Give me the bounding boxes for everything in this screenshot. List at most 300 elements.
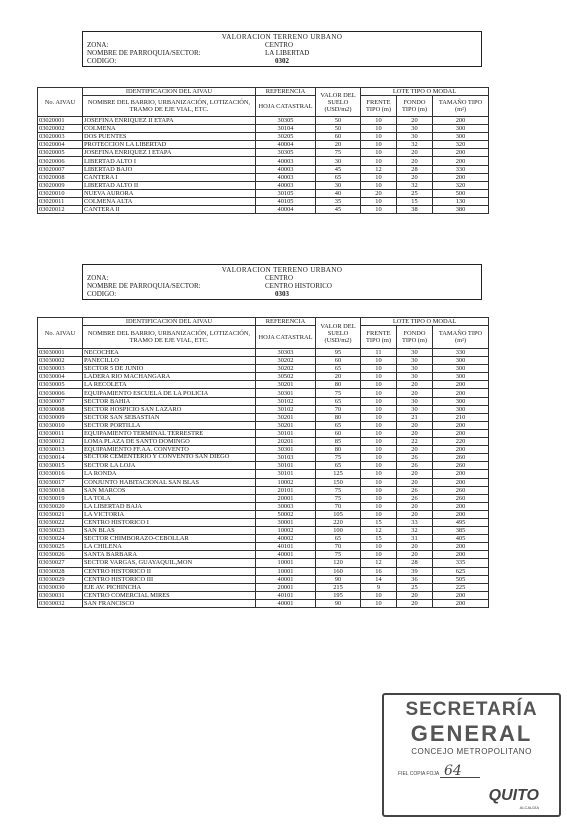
cell-fondo: 28 (397, 165, 433, 173)
table-row (38, 125, 489, 133)
cell-code: 03020011 (38, 197, 83, 205)
cell-frente: 10 (361, 470, 397, 478)
cell-fondo: 20 (397, 551, 433, 559)
cell-fondo: 20 (397, 478, 433, 486)
cell-frente: 10 (361, 381, 397, 389)
cell-name: SECTOR CHIMBORAZO-CEBOLLAR (83, 535, 256, 543)
cell-code: 03020008 (38, 173, 83, 181)
cell-fondo: 39 (397, 567, 433, 575)
cell-frente: 10 (361, 478, 397, 486)
cell-valor: 160 (316, 567, 361, 575)
cell-frente: 10 (361, 206, 397, 214)
cell-ref: 30205 (256, 133, 316, 141)
cell-name: LA RECOLETA (83, 381, 256, 389)
cell-name: SAN MARCOS (83, 486, 256, 494)
table-row (38, 502, 489, 510)
cell-ref: 30301 (256, 446, 316, 454)
cell-fondo: 25 (397, 189, 433, 197)
cell-tamano: 200 (433, 478, 489, 486)
header-fondo: FONDO TIPO (m) (397, 326, 433, 349)
cell-valor: 65 (316, 462, 361, 470)
cell-code: 03020009 (38, 181, 83, 189)
cell-tamano: 220 (433, 438, 489, 446)
cell-ref: 40105 (256, 197, 316, 205)
header-valor: VALOR DEL SUELO (USD/m2) (316, 88, 361, 117)
cell-ref: 40101 (256, 543, 316, 551)
cell-frente: 12 (361, 165, 397, 173)
cell-name: SECTOR CEMENTERIO Y CONVENTO SAN DIEGO (83, 454, 256, 462)
header-tamano: TAMAÑO TIPO (m²) (433, 96, 489, 117)
cell-name: LA RONDA (83, 470, 256, 478)
header-lote: LOTE TIPO O MODAL (361, 88, 489, 96)
cell-name: NECOCHEA (83, 349, 256, 357)
cell-fondo: 30 (397, 125, 433, 133)
cell-fondo: 20 (397, 599, 433, 607)
cell-code: 03030032 (38, 599, 83, 607)
cell-ref: 30502 (256, 373, 316, 381)
cell-valor: 90 (316, 575, 361, 583)
cell-fondo: 30 (397, 357, 433, 365)
cell-tamano: 625 (433, 567, 489, 575)
cell-frente: 10 (361, 421, 397, 429)
table-row (38, 591, 489, 599)
cell-tamano: 260 (433, 462, 489, 470)
cell-valor: 80 (316, 381, 361, 389)
cell-ref: 40004 (256, 206, 316, 214)
cell-ref: 30305 (256, 149, 316, 157)
cell-code: 03030031 (38, 591, 83, 599)
table-row (38, 397, 489, 405)
cell-frente: 10 (361, 591, 397, 599)
header-identificacion: IDENTIFICACION DEL AIVAU (83, 318, 256, 326)
cell-code: 03020002 (38, 125, 83, 133)
cell-ref: 10002 (256, 478, 316, 486)
valuation-table-1 (37, 87, 489, 214)
cell-code: 03020007 (38, 165, 83, 173)
cell-fondo: 20 (397, 117, 433, 125)
cell-valor: 75 (316, 551, 361, 559)
cell-code: 03030027 (38, 559, 83, 567)
cell-name: EQUIPAMIENTO ESCUELA DE LA POLICIA (83, 389, 256, 397)
table-row (38, 559, 489, 567)
cell-fondo: 25 (397, 583, 433, 591)
cell-tamano: 495 (433, 518, 489, 526)
cell-ref: 40101 (256, 591, 316, 599)
table-row (38, 583, 489, 591)
cell-ref: 20001 (256, 583, 316, 591)
cell-code: 03030021 (38, 510, 83, 518)
table-row (38, 438, 489, 446)
cell-valor: 45 (316, 165, 361, 173)
cell-tamano: 200 (433, 421, 489, 429)
cell-tamano: 200 (433, 117, 489, 125)
cell-name: LA CHILENA (83, 543, 256, 551)
zone-title: VALORACION TERRENO URBANO (221, 266, 343, 274)
cell-ref: 30104 (256, 125, 316, 133)
cell-frente: 10 (361, 149, 397, 157)
cell-fondo: 20 (397, 510, 433, 518)
cell-code: 03020004 (38, 141, 83, 149)
cell-ref: 30103 (256, 454, 316, 462)
cell-name: LA VICTORIA (83, 510, 256, 518)
table-row (38, 413, 489, 421)
header-identificacion: IDENTIFICACION DEL AIVAU (83, 88, 256, 96)
cell-frente: 10 (361, 413, 397, 421)
cell-frente: 15 (361, 518, 397, 526)
cell-valor: 70 (316, 543, 361, 551)
cell-code: 03030015 (38, 462, 83, 470)
zone-title: VALORACION TERRENO URBANO (221, 33, 343, 41)
zona-value: CENTRO (265, 41, 293, 49)
cell-fondo: 20 (397, 421, 433, 429)
cell-code: 03030023 (38, 527, 83, 535)
cell-valor: 75 (316, 494, 361, 502)
stamp-line2: GENERAL (410, 721, 533, 746)
table-row (38, 462, 489, 470)
cell-tamano: 500 (433, 189, 489, 197)
cell-name: COLMENA (83, 125, 256, 133)
cell-fondo: 26 (397, 454, 433, 462)
cell-code: 03020010 (38, 189, 83, 197)
cell-valor: 35 (316, 197, 361, 205)
cell-valor: 95 (316, 349, 361, 357)
cell-tamano: 200 (433, 429, 489, 437)
table-row (38, 357, 489, 365)
cell-code: 03020006 (38, 157, 83, 165)
cell-frente: 10 (361, 365, 397, 373)
cell-code: 03030011 (38, 429, 83, 437)
cell-frente: 10 (361, 389, 397, 397)
cell-ref: 40003 (256, 157, 316, 165)
cell-ref: 20001 (256, 494, 316, 502)
cell-name: EQUIPAMIENTO TERMINAL TERRESTRE (83, 429, 256, 437)
cell-name: CENTRO HISTORICO I (83, 518, 256, 526)
cell-tamano: 200 (433, 389, 489, 397)
cell-code: 03020012 (38, 206, 83, 214)
table-row (38, 141, 489, 149)
cell-valor: 45 (316, 206, 361, 214)
cell-code: 03030005 (38, 381, 83, 389)
cell-frente: 10 (361, 543, 397, 551)
cell-name: LIBERTAD ALTO II (83, 181, 256, 189)
header-lote: LOTE TIPO O MODAL (361, 318, 489, 326)
cell-tamano: 320 (433, 141, 489, 149)
table-row (38, 117, 489, 125)
stamp-line3: CONCEJO METROPOLITANO (411, 747, 532, 756)
codigo-label: CODIGO: (87, 57, 117, 65)
cell-frente: 11 (361, 349, 397, 357)
cell-tamano: 200 (433, 551, 489, 559)
header-frente: FRENTE TIPO (m) (361, 326, 397, 349)
cell-code: 03030020 (38, 502, 83, 510)
cell-frente: 10 (361, 429, 397, 437)
cell-ref: 30001 (256, 518, 316, 526)
table-row (38, 405, 489, 413)
cell-valor: 65 (316, 535, 361, 543)
cell-ref: 40003 (256, 165, 316, 173)
cell-valor: 75 (316, 149, 361, 157)
cell-code: 03030006 (38, 389, 83, 397)
cell-name: COLMENA ALTA (83, 197, 256, 205)
cell-frente: 12 (361, 559, 397, 567)
cell-name: LIBERTAD BAJO (83, 165, 256, 173)
table-row (38, 567, 489, 575)
cell-fondo: 20 (397, 446, 433, 454)
cell-name: CANTERA II (83, 206, 256, 214)
cell-tamano: 405 (433, 535, 489, 543)
cell-tamano: 225 (433, 583, 489, 591)
cell-valor: 100 (316, 527, 361, 535)
cell-valor: 85 (316, 438, 361, 446)
cell-fondo: 30 (397, 373, 433, 381)
cell-code: 03030024 (38, 535, 83, 543)
cell-name: SAN BLAS (83, 527, 256, 535)
cell-fondo: 36 (397, 575, 433, 583)
cell-tamano: 330 (433, 165, 489, 173)
zone-box-2 (82, 264, 482, 300)
cell-valor: 220 (316, 518, 361, 526)
cell-valor: 120 (316, 559, 361, 567)
table-row (38, 535, 489, 543)
valuation-table-2 (37, 317, 489, 608)
cell-valor: 75 (316, 454, 361, 462)
cell-fondo: 30 (397, 365, 433, 373)
table-row (38, 381, 489, 389)
cell-code: 03030002 (38, 357, 83, 365)
cell-valor: 30 (316, 157, 361, 165)
cell-frente: 10 (361, 133, 397, 141)
cell-name: SAN FRANCISCO (83, 599, 256, 607)
table-row (38, 365, 489, 373)
stamp-folio-value: 64 (444, 763, 462, 779)
cell-name: JOSEFINA ENRIQUEZ I ETAPA (83, 149, 256, 157)
cell-ref: 30202 (256, 357, 316, 365)
cell-fondo: 30 (397, 397, 433, 405)
table-row (38, 454, 489, 462)
header-referencia: REFERENCIA (256, 88, 316, 96)
cell-fondo: 30 (397, 133, 433, 141)
cell-valor: 20 (316, 373, 361, 381)
cell-valor: 70 (316, 405, 361, 413)
cell-name: EJE AV. PICHINCHA (83, 583, 256, 591)
cell-ref: 30105 (256, 189, 316, 197)
cell-code: 03030018 (38, 486, 83, 494)
cell-frente: 10 (361, 599, 397, 607)
cell-tamano: 200 (433, 591, 489, 599)
zona-value: CENTRO (265, 274, 293, 282)
cell-frente: 20 (361, 189, 397, 197)
cell-name: PANECILLO (83, 357, 256, 365)
cell-fondo: 20 (397, 389, 433, 397)
cell-frente: 10 (361, 454, 397, 462)
table-row (38, 527, 489, 535)
table-row (38, 494, 489, 502)
cell-tamano: 335 (433, 559, 489, 567)
cell-name: LADERA RIO MACHANGARA (83, 373, 256, 381)
cell-tamano: 300 (433, 373, 489, 381)
cell-frente: 15 (361, 535, 397, 543)
table-row (38, 429, 489, 437)
cell-fondo: 20 (397, 149, 433, 157)
cell-name: PROTECCION LA LIBERTAD (83, 141, 256, 149)
cell-name: CENTRO COMERCIAL MIRES (83, 591, 256, 599)
cell-ref: 40004 (256, 141, 316, 149)
codigo-value: 0302 (275, 57, 289, 65)
cell-frente: 10 (361, 141, 397, 149)
cell-ref: 40001 (256, 575, 316, 583)
parroquia-value: CENTRO HISTORICO (265, 282, 332, 290)
header-no-aivau: No. AIVAU (38, 318, 83, 349)
cell-fondo: 20 (397, 157, 433, 165)
cell-valor: 30 (316, 181, 361, 189)
table-row (38, 349, 489, 357)
cell-fondo: 20 (397, 381, 433, 389)
cell-code: 03030008 (38, 405, 83, 413)
cell-name: SECTOR BAHIA (83, 397, 256, 405)
table-row (38, 543, 489, 551)
cell-fondo: 32 (397, 181, 433, 189)
cell-name: SECTOR VARGAS, GUAYAQUIL,MON (83, 559, 256, 567)
cell-tamano: 200 (433, 149, 489, 157)
cell-ref: 50002 (256, 510, 316, 518)
cell-tamano: 300 (433, 133, 489, 141)
cell-valor: 65 (316, 365, 361, 373)
cell-fondo: 30 (397, 349, 433, 357)
cell-valor: 60 (316, 429, 361, 437)
cell-ref: 30102 (256, 397, 316, 405)
cell-ref: 30303 (256, 349, 316, 357)
cell-frente: 10 (361, 173, 397, 181)
stamp-folio-label: FIEL COPIA FOJA (398, 771, 440, 777)
cell-valor: 80 (316, 446, 361, 454)
cell-frente: 10 (361, 551, 397, 559)
cell-name: EQUIPAMIENTO FF.AA. CONVENTO (83, 446, 256, 454)
cell-valor: 125 (316, 470, 361, 478)
cell-fondo: 28 (397, 559, 433, 567)
table-row (38, 518, 489, 526)
cell-tamano: 200 (433, 157, 489, 165)
cell-frente: 10 (361, 446, 397, 454)
cell-valor: 195 (316, 591, 361, 599)
cell-ref: 30101 (256, 429, 316, 437)
table-row (38, 189, 489, 197)
table-row (38, 510, 489, 518)
cell-fondo: 31 (397, 535, 433, 543)
header-fondo: FONDO TIPO (m) (397, 96, 433, 117)
cell-code: 03030012 (38, 438, 83, 446)
cell-valor: 215 (316, 583, 361, 591)
cell-fondo: 33 (397, 518, 433, 526)
cell-fondo: 38 (397, 206, 433, 214)
cell-code: 03030009 (38, 413, 83, 421)
table-row (38, 133, 489, 141)
cell-code: 03030025 (38, 543, 83, 551)
parroquia-label: NOMBRE DE PARROQUIA/SECTOR: (87, 49, 201, 57)
cell-frente: 10 (361, 157, 397, 165)
cell-fondo: 20 (397, 502, 433, 510)
cell-code: 03030014 (38, 454, 83, 462)
cell-ref: 30101 (256, 462, 316, 470)
cell-ref: 40002 (256, 535, 316, 543)
cell-name: LA TOLA (83, 494, 256, 502)
cell-name: LIBERTAD ALTO I (83, 157, 256, 165)
table-row (38, 421, 489, 429)
cell-fondo: 26 (397, 494, 433, 502)
cell-ref: 40003 (256, 173, 316, 181)
table-row (38, 551, 489, 559)
cell-tamano: 320 (433, 181, 489, 189)
table-row (38, 446, 489, 454)
cell-ref: 30301 (256, 389, 316, 397)
cell-ref: 30201 (256, 413, 316, 421)
cell-code: 03020005 (38, 149, 83, 157)
cell-frente: 10 (361, 510, 397, 518)
cell-valor: 90 (316, 599, 361, 607)
cell-frente: 10 (361, 486, 397, 494)
cell-frente: 14 (361, 575, 397, 583)
cell-tamano: 260 (433, 454, 489, 462)
cell-ref: 30003 (256, 502, 316, 510)
cell-tamano: 200 (433, 173, 489, 181)
cell-code: 03030017 (38, 478, 83, 486)
cell-fondo: 26 (397, 462, 433, 470)
cell-code: 03030029 (38, 575, 83, 583)
cell-code: 03030004 (38, 373, 83, 381)
header-frente: FRENTE TIPO (m) (361, 96, 397, 117)
header-hoja: HOJA CATASTRAL (256, 326, 316, 349)
cell-ref: 10001 (256, 567, 316, 575)
cell-code: 03030016 (38, 470, 83, 478)
cell-tamano: 300 (433, 405, 489, 413)
cell-fondo: 20 (397, 591, 433, 599)
header-referencia: REFERENCIA (256, 318, 316, 326)
cell-frente: 10 (361, 357, 397, 365)
table-row (38, 165, 489, 173)
table-row (38, 206, 489, 214)
cell-code: 03030010 (38, 421, 83, 429)
cell-valor: 75 (316, 486, 361, 494)
cell-valor: 50 (316, 117, 361, 125)
cell-tamano: 200 (433, 470, 489, 478)
zone-box-1 (82, 31, 482, 67)
cell-code: 03020003 (38, 133, 83, 141)
cell-frente: 10 (361, 125, 397, 133)
cell-valor: 65 (316, 421, 361, 429)
cell-code: 03030028 (38, 567, 83, 575)
cell-frente: 9 (361, 583, 397, 591)
cell-ref: 20201 (256, 438, 316, 446)
cell-name: CANTERA I (83, 173, 256, 181)
cell-name: SECTOR LA LOJA (83, 462, 256, 470)
cell-code: 03030019 (38, 494, 83, 502)
cell-code: 03020001 (38, 117, 83, 125)
cell-fondo: 20 (397, 543, 433, 551)
cell-tamano: 385 (433, 527, 489, 535)
quito-logo: QUITO (488, 787, 539, 804)
cell-tamano: 505 (433, 575, 489, 583)
header-valor: VALOR DEL SUELO (USD/m2) (316, 318, 361, 349)
cell-fondo: 32 (397, 527, 433, 535)
cell-fondo: 20 (397, 470, 433, 478)
cell-code: 03030022 (38, 518, 83, 526)
table-row (38, 575, 489, 583)
header-no-aivau: No. AIVAU (38, 88, 83, 117)
cell-tamano: 260 (433, 494, 489, 502)
table-row (38, 478, 489, 486)
cell-tamano: 330 (433, 349, 489, 357)
cell-tamano: 200 (433, 543, 489, 551)
cell-code: 03030001 (38, 349, 83, 357)
